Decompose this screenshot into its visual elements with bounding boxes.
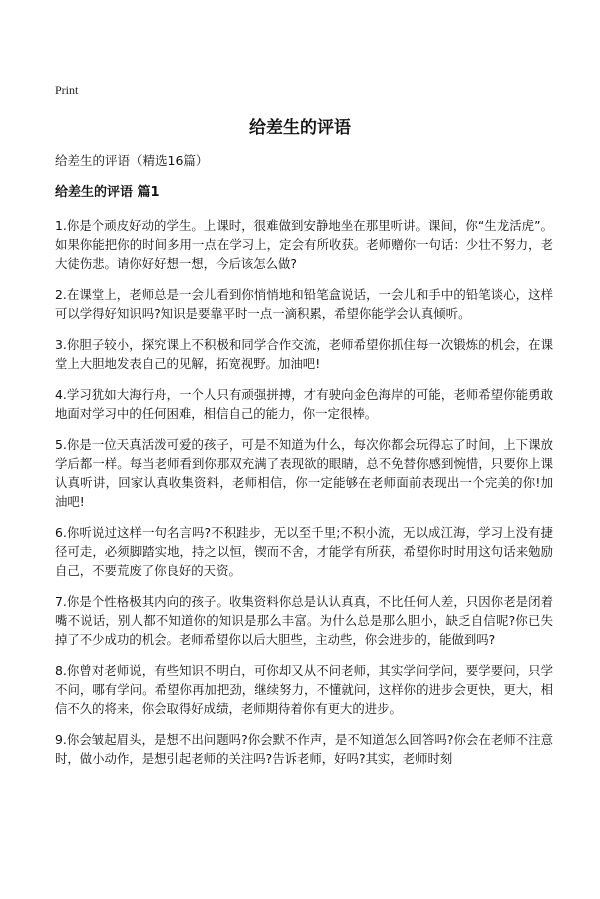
paragraph-6: 6.你听说过这样一句名言吗?不积跬步，无以至千里;不积小流，无以成江海，学习上没有捷径可走，必须脚踏实地，持之以恒，锲而不舍，才能学有所获，希望你时时用这句话来勉励自己，不要荒废了你良好的天资。 <box>55 525 553 578</box>
paragraph-8: 8.你曾对老师说，有些知识不明白，可你却又从不问老师，其实学问学问，要学要问，只学不问，哪有学问。希望你再加把劲，继续努力，不懂就问，这样你的进步会更快，更大，相信不久的将来，你会取得好成绩，老师期待着你有更大的进步。 <box>55 663 553 716</box>
paragraph-4: 4.学习犹如大海行舟，一个人只有顽强拼搏，才有驶向金色海岸的可能，老师希望你能勇敢地面对学习中的任何困难，相信自己的能力，你一定很棒。 <box>55 387 553 421</box>
section-heading: 给差生的评语 篇1 <box>55 185 160 200</box>
document-body <box>55 216 553 780</box>
paragraph-7: 7.你是个性格极其内向的孩子。收集资料你总是认认真真，不比任何人差，只因你老是闭着嘴不说话，别人都不知道你的知识是那么丰富。为什么总是那么胆小，缺乏自信呢?你已失掉了不少成功的机会。老师希望你以后大胆些，主动些，你会进步的，能做到吗? <box>55 594 553 647</box>
document-subtitle: 给差生的评语（精选16篇） <box>55 153 209 168</box>
document-title: 给差生的评语 <box>249 118 351 138</box>
paragraph-9: 9.你会皱起眉头，是想不出问题吗?你会默不作声，是不知道怎么回答吗?你会在老师不注意时，做小动作，是想引起老师的关注吗?告诉老师，好吗?其实，老师时刻 <box>55 732 553 766</box>
paragraph-5: 5.你是一位天真活泼可爱的孩子，可是不知道为什么，每次你都会玩得忘了时间，上下课放学后都一样。每当老师看到你那双充满了表现欲的眼睛，总不免替你感到惋惜，只要你上课认真听讲，回家认真收集资料，老师相信，你一定能够在老师面前表现出一个完美的你!加油吧! <box>55 437 553 509</box>
paragraph-3: 3.你胆子较小，探究课上不积极和同学合作交流，老师希望你抓住每一次锻炼的机会，在课堂上大胆地发表自己的见解，拓宽视野。加油吧! <box>55 337 553 371</box>
paragraph-2: 2.在课堂上，老师总是一会儿看到你悄悄地和铅笔盒说话，一会儿和手中的铅笔谈心，这样可以学得好知识吗?知识是要靠平时一点一滴积累，希望你能学会认真倾听。 <box>55 287 553 321</box>
print-link[interactable]: Print <box>55 83 79 97</box>
paragraph-1: 1.你是个顽皮好动的学生。上课时，很难做到安静地坐在那里听讲。课间，你“生龙活虎”。如果你能把你的时间多用一点在学习上，定会有所收获。老师赠你一句话：少壮不努力，老大徒伤悲。请你好好想一想，今后该怎么做? <box>55 218 553 271</box>
